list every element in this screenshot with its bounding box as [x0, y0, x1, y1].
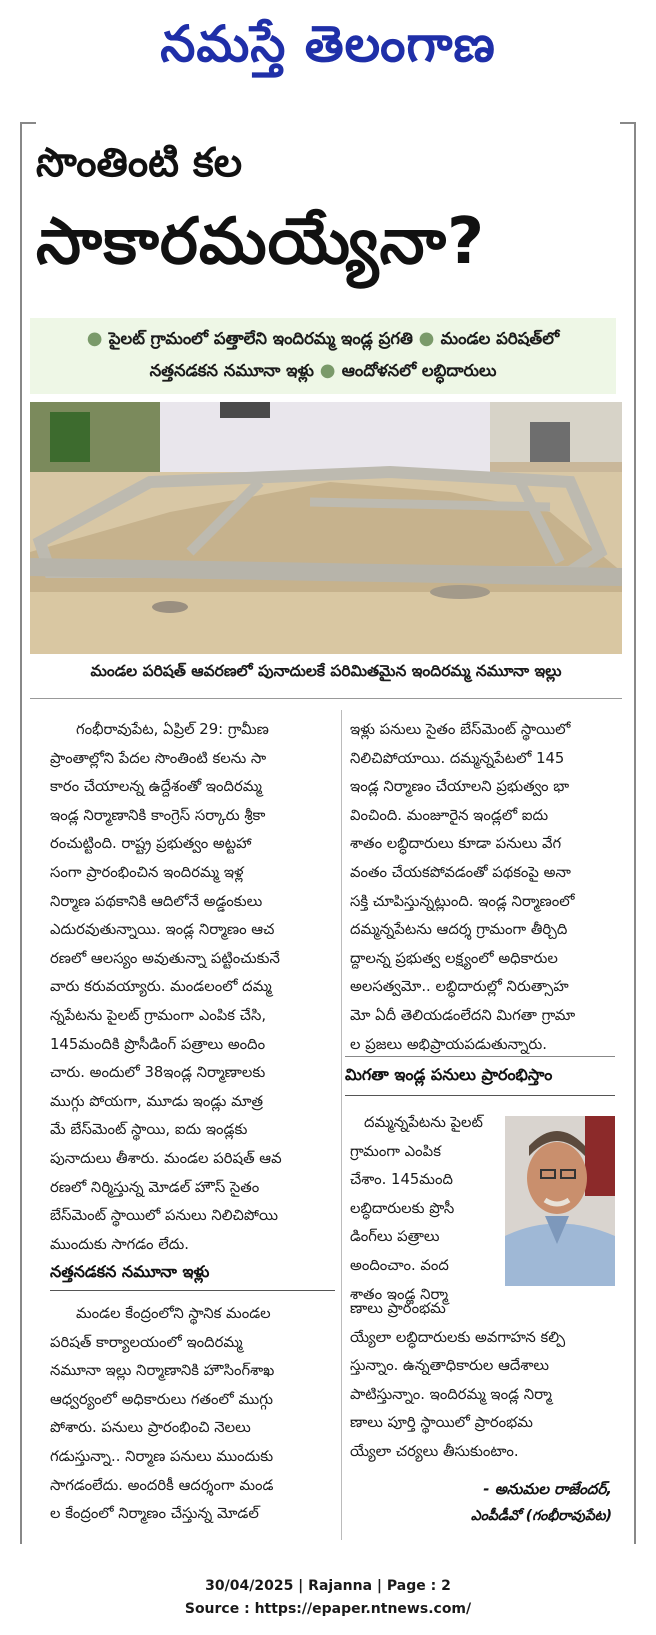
- body-line: రంచుట్టింది. రాష్ట్ర ప్రభుత్వం అట్టహా: [50, 835, 252, 853]
- quote-line: ణాలు పూర్తి స్థాయిలో ప్రారంభమ: [350, 1414, 533, 1432]
- quote-line: ణాలు ప్రారంభమ: [350, 1300, 446, 1317]
- quote-line: గ్రామంగా ఎంపిక: [350, 1142, 441, 1160]
- body-line: చారు. అందులో 38ఇండ్ల నిర్మాణాలకు: [50, 1064, 266, 1082]
- body-line: గంభీరావుపేట, ఏప్రిల్ 29: గ్రామీణ: [76, 721, 269, 738]
- masthead: [0, 0, 656, 100]
- body-line: సక్తి చూపిస్తున్నట్లుంది. ఇండ్ల నిర్మాణంలో: [350, 892, 575, 910]
- body-line: ద్దాలన్న ప్రభుత్వ లక్ష్యంలో అధికారుల: [350, 949, 558, 967]
- body-line: పునాదులు తీశారు. మండల పరిషత్ ఆవ: [50, 1149, 282, 1167]
- body-line: ముందుకు సాగడం లేదు.: [50, 1235, 189, 1253]
- headline-main: సాకారమయ్యేనా?: [36, 205, 486, 279]
- bullet-icon: ●: [418, 328, 441, 349]
- quote-column-2: [350, 1295, 612, 1467]
- body-line: ఆధ్వర్యంలో అధికారులు గతంలో ముగ్గు: [50, 1390, 273, 1408]
- frame-corner-right: [620, 122, 636, 1544]
- deck-line-1: [30, 328, 616, 352]
- body-line: రణలో నిర్మిస్తున్న మోడల్ హౌస్ సైతం: [50, 1178, 260, 1196]
- footer-edition: 30/04/2025 | Rajanna | Page : 2: [205, 1578, 451, 1594]
- body-line: ప్రాంతాల్లోని పేదల సొంతింటి కలను సా: [50, 749, 267, 767]
- body-line: వించింది. మంజూరైన ఇండ్లలో ఐదు: [350, 806, 549, 824]
- article-deck: [30, 318, 616, 394]
- body-line: శాతం లబ్ధిదారులు కూడా పనులు వేగ: [350, 835, 562, 853]
- body-line: ఎదురవుతున్నాయి. ఇండ్ల నిర్మాణం ఆచ: [50, 921, 275, 939]
- body-line: వంతం చేయకపోవడంతో పథకంపై అనా: [350, 863, 571, 881]
- subhead-right: మిగతా ఇండ్ల పనులు ప్రారంభిస్తాం: [345, 1065, 553, 1084]
- body-line: ముగ్గు పోయగా, మూడు ఇండ్లు మాత్ర: [50, 1092, 264, 1110]
- quote-line: దమ్మన్నపేటను పైలట్: [364, 1114, 483, 1131]
- deck-point: మండల పరిషత్‌లో: [440, 329, 560, 348]
- quote-column: [350, 1109, 500, 1309]
- caption-divider: [30, 698, 622, 699]
- article-photo: [30, 402, 622, 654]
- body-line: మే బేస్‌మెంట్ స్థాయి, ఐదు ఇండ్లకు: [50, 1121, 248, 1139]
- quote-line: పాటిస్తున్నాం. ఇందిరమ్మ ఇండ్ల నిర్మా: [350, 1385, 552, 1403]
- body-line: వారు కరువయ్యారు. మండలంలో దమ్మ: [50, 978, 272, 996]
- person-photo: [505, 1116, 615, 1286]
- deck-point: ఆందోళనలో లబ్ధిదారులు: [341, 361, 497, 380]
- footer-source: Source : https://epaper.ntnews.com/: [184, 1601, 472, 1617]
- body-column-right: [350, 716, 612, 1059]
- body-line: మండల కేంద్రంలోని స్థానిక మండల: [76, 1305, 271, 1322]
- bullet-icon: ●: [319, 360, 342, 381]
- headline-top: సొంతింటి కల: [36, 140, 243, 186]
- quote-line: శాతం ఇండ్ల నిర్మా: [350, 1285, 449, 1303]
- body-line: కారం చేయాలన్న ఉద్దేశంతో ఇందిరమ్మ: [50, 778, 262, 796]
- quote-line: స్తున్నాం. ఉన్నతాధికారుల ఆదేశాలు: [350, 1357, 550, 1375]
- quote-signature-name: - అనుమల రాజేందర్,: [483, 1480, 612, 1498]
- quote-line: య్యేలా లబ్ధిదారులకు అవగాహన కల్పి: [350, 1328, 566, 1346]
- body-line: నమూనా ఇల్లు నిర్మాణానికి హౌసింగ్‌శాఖ: [50, 1362, 275, 1380]
- quote-line: చేశాం. 145మంది: [350, 1171, 453, 1189]
- deck-point: పైలట్ గ్రామంలో పత్తాలేని ఇందిరమ్మ ఇండ్ల ప్రగతి: [108, 329, 413, 348]
- subhead-rule-left: [50, 1290, 335, 1291]
- body-line: ల ప్రజలు అభిప్రాయపడుతున్నారు.: [350, 1035, 547, 1053]
- column-divider: [341, 710, 342, 1540]
- body-line: రణలో ఆలస్యం అవుతున్నా పట్టించుకునే: [50, 949, 280, 967]
- bullet-icon: ●: [86, 328, 109, 349]
- body-line: ఇండ్ల నిర్మాణానికి కాంగ్రెస్ సర్కారు శ్రీకా: [50, 806, 266, 824]
- body-line: దమ్మన్నపేటను ఆదర్శ గ్రామంగా తీర్చిది: [350, 921, 568, 939]
- body-line: నిలిచిపోయాయి. దమ్మన్నపేటలో 145: [350, 749, 565, 767]
- body-line: న్నపేటను పైలట్ గ్రామంగా ఎంపిక చేసి,: [50, 1006, 267, 1024]
- body-line: మో ఏదీ తెలియడంలేదని మిగతా గ్రామా: [350, 1006, 576, 1024]
- body-column-left-2: [50, 1300, 335, 1529]
- quote-line: అందించాం. వంద: [350, 1256, 449, 1274]
- body-column-left: [50, 716, 335, 1259]
- body-line: బేస్‌మెంట్ స్థాయిలో పనులు నిలిచిపోయి: [50, 1207, 278, 1225]
- body-line: ఇండ్ల నిర్మాణం చేయాలని ప్రభుత్వం భా: [350, 778, 570, 796]
- body-line: ఇళ్లు పనులు సైతం బేస్‌మెంట్ స్థాయిలో: [350, 721, 571, 738]
- body-line: నిర్మాణ పథకానికి ఆదిలోనే అడ్డంకులు: [50, 892, 263, 910]
- deck-point: నత్తనడకన నమూనా ఇళ్లు: [149, 361, 314, 380]
- quote-line: య్యేలా చర్యలు తీసుకుంటాం.: [350, 1442, 519, 1460]
- quote-signature-title: ఎంపీడీవో (గంభీరావుపేట): [470, 1508, 612, 1524]
- quote-line: డింగ్‌లు పత్రాలు: [350, 1228, 440, 1246]
- quote-line: లబ్ధిదారులకు ప్రొసీ: [350, 1199, 455, 1217]
- body-line: 145మందికి ప్రొసీడింగ్ పత్రాలు అందిం: [50, 1035, 266, 1053]
- newspaper-logo: నమస్తే తెలంగాణ: [160, 14, 496, 73]
- official-portrait: [505, 1116, 615, 1286]
- deck-line-2: [30, 360, 616, 384]
- body-line: పరిషత్ కార్యాలయంలో ఇందిరమ్మ: [50, 1333, 243, 1351]
- subhead-left: నత్తనడకన నమూనా ఇళ్లు: [50, 1262, 210, 1281]
- body-line: సంగా ప్రారంభించిన ఇందిరమ్మ ఇళ్ల: [50, 863, 244, 881]
- body-line: సాగడంలేదు. అందరికీ ఆదర్శంగా మండ: [50, 1476, 274, 1494]
- photo-caption: మండల పరిషత్ ఆవరణలో పునాదులకే పరిమితమైన ఇందిరమ్మ నమూనా ఇల్లు: [90, 662, 562, 680]
- body-line: ల కేంద్రంలో నిర్మాణం చేస్తున్న మోడల్: [50, 1505, 259, 1523]
- body-line: అలసత్వమో.. లబ్ధిదారుల్లో నిరుత్సాహ: [350, 978, 569, 996]
- construction-site-photo: [30, 402, 622, 654]
- body-line: గడుస్తున్నా.. నిర్మాణ పనులు ముందుకు: [50, 1447, 274, 1465]
- subhead-rule-right: [345, 1095, 615, 1096]
- body-line: పోశారు. పనులు ప్రారంభించి నెలలు: [50, 1419, 251, 1437]
- subhead-rule-right-top: [345, 1056, 615, 1057]
